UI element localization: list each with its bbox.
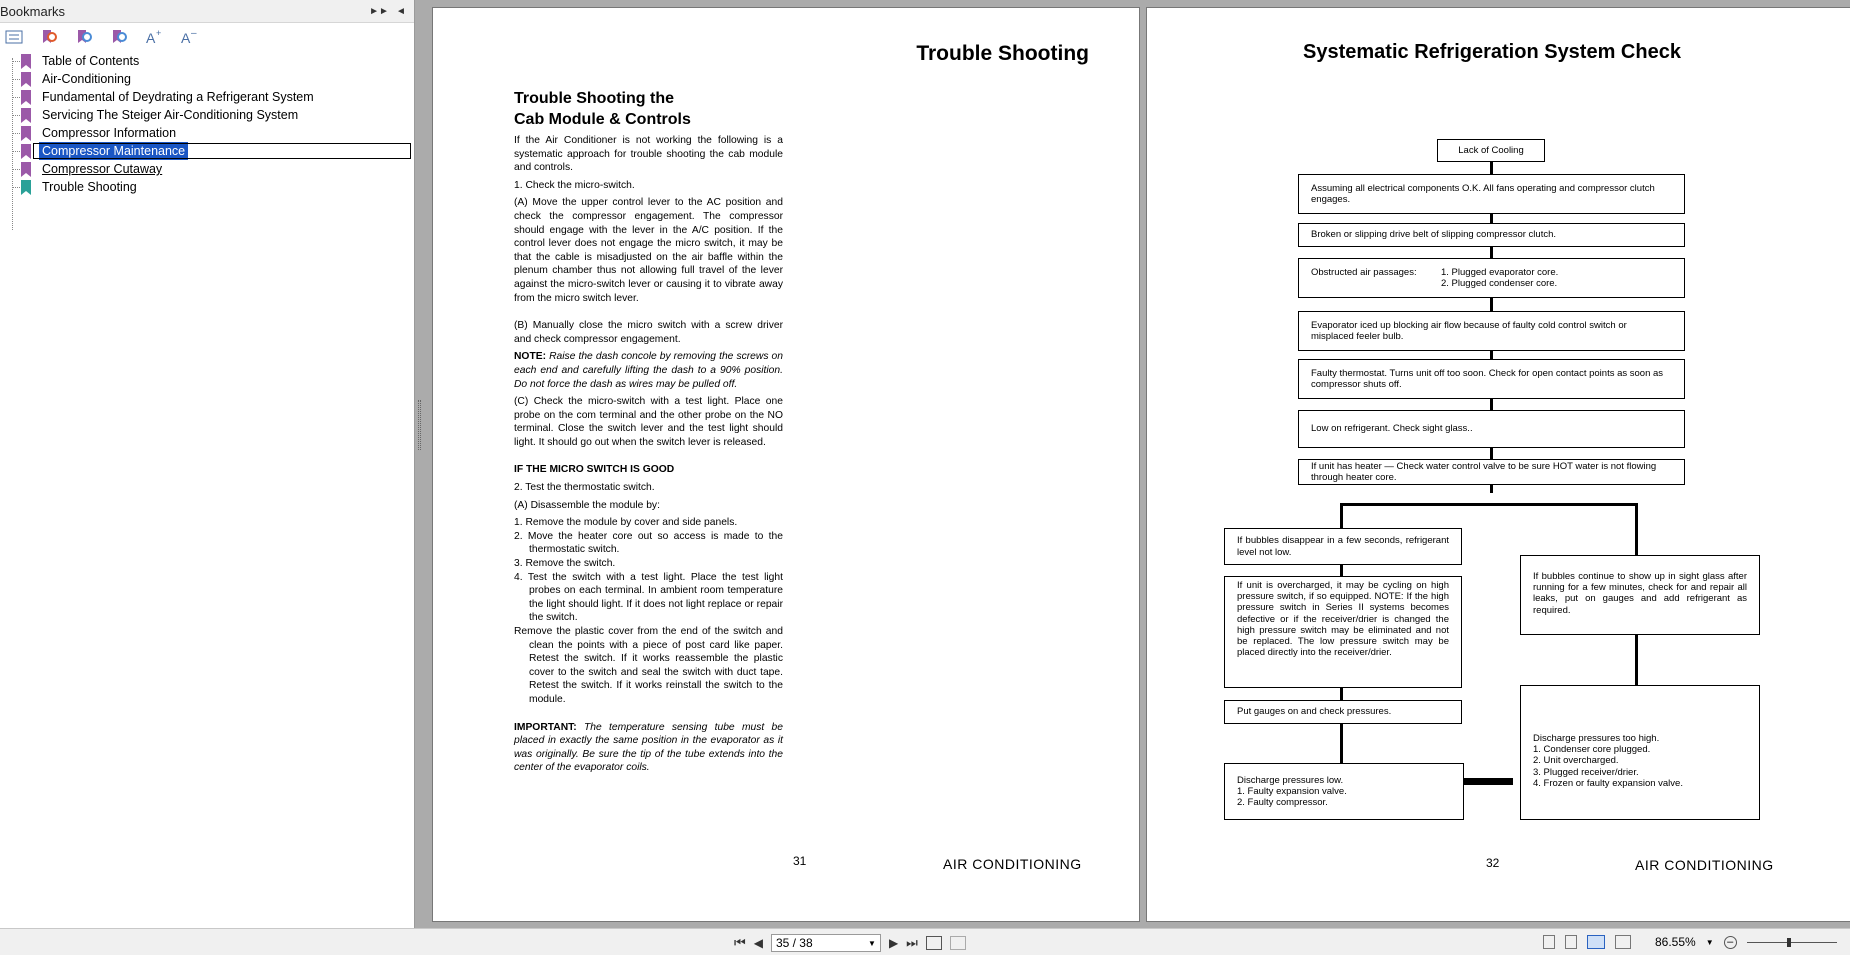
zoom-value[interactable]: 86.55%: [1655, 935, 1696, 949]
increase-font-icon[interactable]: [142, 26, 166, 48]
find-bookmark-icon[interactable]: [107, 26, 131, 48]
last-page-icon[interactable]: ⏭: [906, 935, 918, 950]
bookmark-trouble-shooting[interactable]: [0, 178, 414, 196]
bookmark-icon: [20, 108, 32, 123]
svg-text:A: A: [146, 30, 156, 46]
next-page-icon[interactable]: ▶: [888, 936, 899, 950]
zoom-slider[interactable]: [1747, 935, 1837, 949]
flow-box-text: Discharge pressures too high.: [1533, 732, 1660, 744]
first-page-icon[interactable]: ⏮: [734, 935, 746, 950]
paragraph: 2. Test the thermostatic switch.: [514, 482, 655, 494]
bookmark-label: Compressor Cutaway: [42, 162, 163, 176]
previous-view-icon[interactable]: [926, 936, 942, 950]
paragraph: 1. Check the micro-switch.: [514, 179, 635, 191]
page-number-field[interactable]: [771, 934, 881, 952]
section-heading-line: Trouble Shooting the: [514, 90, 674, 107]
single-page-view-icon[interactable]: [1543, 935, 1555, 949]
note-paragraph: [514, 350, 783, 391]
bookmark-fundamental[interactable]: [0, 88, 414, 106]
list-item: 1. Remove the module by cover and side panels.: [514, 517, 738, 529]
bookmarks-header: [0, 0, 414, 23]
flow-box-text: If unit is overcharged, it may be cycling on high pressure switch, if so equipped. NOTE: If the high pressure switch in Series II systems becomes defective or if the receiver/drier is changed the high pressure switch may be eliminated and not be replaced. The low pressure switch may be placed directly into the receiver/drier.: [1237, 580, 1449, 659]
flow-box-iced: [1298, 311, 1685, 351]
bookmark-servicing[interactable]: [0, 106, 414, 124]
bookmark-label: Table of Contents: [42, 54, 140, 68]
new-bookmark-icon[interactable]: [37, 26, 61, 48]
next-view-icon[interactable]: [950, 936, 966, 950]
zoom-out-icon[interactable]: –: [1724, 936, 1737, 949]
bookmark-label: Air-Conditioning: [42, 72, 131, 86]
bookmark-icon: [20, 72, 32, 87]
bookmark-compressor-information[interactable]: [0, 124, 414, 142]
svg-text:–: –: [191, 28, 197, 39]
flow-box-list-item: 3. Plugged receiver/drier.: [1533, 766, 1639, 778]
flow-box-low-refrigerant: [1298, 410, 1685, 448]
paragraph: (A) Disassemble the module by:: [514, 499, 660, 511]
decrease-font-icon[interactable]: [177, 26, 201, 48]
important-text: The temperature sensing tube must be placed in exactly the same position in the evaporator as it was originally. Be sure the tip of the tube extends into the center of the evaporator coils.: [514, 721, 783, 774]
flow-box-text: Put gauges on and check pressures.: [1237, 706, 1392, 718]
bookmark-compressor-maintenance[interactable]: [0, 142, 414, 160]
flow-box-text: Obstructed air passages:: [1311, 266, 1417, 278]
page-number-value: 35 / 38: [775, 936, 813, 950]
flow-box-text: Discharge pressures low.: [1237, 774, 1344, 786]
flow-box-obstructed: [1298, 258, 1685, 298]
bookmarks-title: Bookmarks: [0, 3, 66, 19]
flow-box-text: Evaporator iced up blocking air flow because of faulty cold control switch or misplaced feeler bulb.: [1311, 319, 1627, 342]
flow-box-list-item: 4. Frozen or faulty expansion valve.: [1533, 777, 1683, 789]
bookmark-label: Compressor Maintenance: [42, 144, 186, 158]
bookmark-label: Servicing The Steiger Air-Conditioning System: [42, 108, 299, 122]
bookmarks-toolbar: [0, 23, 414, 51]
flow-box-text: Low on refrigerant. Check sight glass..: [1311, 423, 1473, 435]
flow-box-list-item: 2. Plugged condenser core.: [1441, 278, 1558, 289]
panel-splitter[interactable]: [418, 400, 421, 450]
bookmark-label: Fundamental of Deydrating a Refrigerant System: [42, 90, 314, 104]
flow-connector: [1635, 503, 1638, 563]
svg-text:A: A: [181, 30, 191, 46]
section-heading: [514, 88, 754, 130]
paragraph: (B) Manually close the micro switch with a screw driver and check compressor engagement.: [514, 320, 783, 345]
flow-box-list-item: 1. Plugged evaporator core.: [1441, 266, 1559, 278]
bookmark-tree: [0, 52, 414, 196]
section-heading-line: Cab Module & Controls: [514, 111, 691, 128]
flow-box-text: Faulty thermostat. Turns unit off too soon. Check for open contact points as soon as compressor shuts off.: [1311, 367, 1664, 390]
bookmark-icon: [20, 90, 32, 105]
collapse-panel-icon[interactable]: ◄: [396, 5, 406, 17]
page-body: [514, 134, 783, 779]
flow-box-text: Assuming all electrical components O.K. All fans operating and compressor clutch engages.: [1311, 182, 1655, 205]
flow-box-bubbles-disappear: [1224, 528, 1462, 565]
page-footer: AIR CONDITIONING: [943, 856, 1082, 872]
flow-box-lack-of-cooling: [1437, 139, 1545, 162]
flow-box-discharge-high: [1520, 685, 1760, 820]
bookmark-label: Trouble Shooting: [42, 180, 137, 194]
important-paragraph: [514, 721, 783, 775]
bookmark-icon: [20, 180, 32, 195]
page-title: Systematic Refrigeration System Check: [1303, 41, 1681, 63]
svg-text:+: +: [156, 28, 162, 38]
flow-connector: [1463, 778, 1513, 785]
flow-box-belt: [1298, 223, 1685, 247]
bookmark-icon: [20, 162, 32, 177]
flow-box-list-item: 2. Faulty compressor.: [1237, 797, 1328, 809]
flow-connector: [1340, 688, 1343, 700]
flow-box-text: Lack of Cooling: [1458, 144, 1524, 156]
bookmark-edit-box[interactable]: [33, 143, 411, 159]
flow-box-text: If unit has heater — Check water control valve to be sure HOT water is not flowing through heater core.: [1311, 460, 1657, 483]
list-item: 3. Remove the switch.: [514, 558, 616, 570]
chevron-down-icon[interactable]: ▼: [868, 938, 876, 948]
expand-bookmark-icon[interactable]: [72, 26, 96, 48]
flow-box-gauges: [1224, 700, 1462, 724]
paragraph: (A) Move the upper control lever to the AC position and check the compressor engagement. The compressor should engage with the lever in the A/C position. If the control lever does not engage the micro switch, it may be that the cable is misadjusted on the air baffle within the plenum chamber thus not allowing full travel of the lever against the micro-switch lever or causing it to vibrate away from the micro switch lever.: [514, 197, 783, 304]
list-item: 2. Move the heater core out so access is made to the thermostatic switch.: [514, 530, 783, 556]
note-text: Raise the dash concole by removing the screws on each end and carefully lifting the dash to a 90% position. Do not force the dash as wires may be pulled off.: [514, 351, 783, 390]
flow-box-assume: [1298, 174, 1685, 214]
flow-connector: [1635, 634, 1638, 692]
flow-box-thermostat: [1298, 359, 1685, 399]
bookmark-icon: [20, 54, 32, 69]
bookmarks-panel: [0, 0, 415, 928]
status-bar: [0, 928, 1850, 955]
bookmark-options-icon[interactable]: [2, 26, 26, 48]
bookmark-icon: [20, 126, 32, 141]
flow-box-bubbles-continue: [1520, 555, 1760, 635]
subheading: IF THE MICRO SWITCH IS GOOD: [514, 464, 675, 476]
view-controls: [1543, 935, 1837, 949]
flow-box-text: Broken or slipping drive belt of slipping compressor clutch.: [1311, 229, 1557, 241]
flow-box-list-item: 1. Condenser core plugged.: [1533, 744, 1651, 756]
previous-page-icon[interactable]: ◀: [753, 936, 763, 950]
page-footer: AIR CONDITIONING: [1635, 857, 1774, 873]
bookmark-label: Compressor Information: [42, 126, 177, 140]
flow-box-heater: [1298, 459, 1685, 485]
flow-box-overcharged: [1224, 576, 1462, 688]
page-header: Trouble Shooting: [916, 42, 1089, 65]
paragraph: (C) Check the micro-switch with a test light. Place one probe on the com terminal and the other probe on the NO terminal. Close the switch lever and the test light should light. It should go out when the switch lever is released.: [514, 396, 783, 448]
note-label: NOTE:: [514, 351, 547, 363]
paragraph: Remove the plastic cover from the end of the switch and clean the points with a piece of post card like paper. Retest the switch. If it works reassemble the plastic cover to the switch and seal the switch with duct tape. Retest the switch. If it works reinstall the switch to the module.: [514, 626, 783, 705]
flow-box-list-item: 1. Faulty expansion valve.: [1237, 785, 1347, 797]
list-item: 4. Test the switch with a test light. Place the test light probes on each terminal. In ambient room temperature the light should light. If it does not light replace or repair the switch.: [514, 571, 783, 624]
page-navigation: [734, 934, 966, 952]
flow-box-text: If bubbles disappear in a few seconds, refrigerant level not low.: [1237, 535, 1449, 558]
paragraph: If the Air Conditioner is not working the following is a systematic approach for trouble shooting the cab module and controls.: [514, 135, 783, 174]
flow-box-discharge-low: [1224, 763, 1464, 820]
bookmark-compressor-cutaway[interactable]: [0, 160, 414, 178]
zoom-dropdown-icon[interactable]: ▼: [1705, 937, 1714, 947]
steps-list: [514, 516, 783, 625]
continuous-facing-view-icon[interactable]: [1615, 935, 1631, 949]
page-number: 32: [1486, 856, 1500, 870]
continuous-view-icon[interactable]: [1565, 935, 1577, 949]
flow-connector: [1341, 503, 1636, 506]
facing-view-icon[interactable]: [1587, 935, 1605, 949]
bookmark-icon: [20, 144, 32, 159]
document-page-31: [432, 7, 1140, 922]
expand-panel-icon[interactable]: ►►: [369, 5, 389, 17]
page-number: 31: [793, 854, 807, 868]
flow-box-list-item: 2. Unit overcharged.: [1533, 755, 1619, 767]
bookmark-air-conditioning[interactable]: [0, 70, 414, 88]
important-label: IMPORTANT:: [514, 721, 577, 733]
bookmark-table-of-contents[interactable]: [0, 52, 414, 70]
flow-box-text: If bubbles continue to show up in sight glass after running for a few minutes, check for and repair all leaks, put on gauges and add refrigerant as required.: [1533, 571, 1747, 616]
document-page-32: [1146, 7, 1850, 922]
